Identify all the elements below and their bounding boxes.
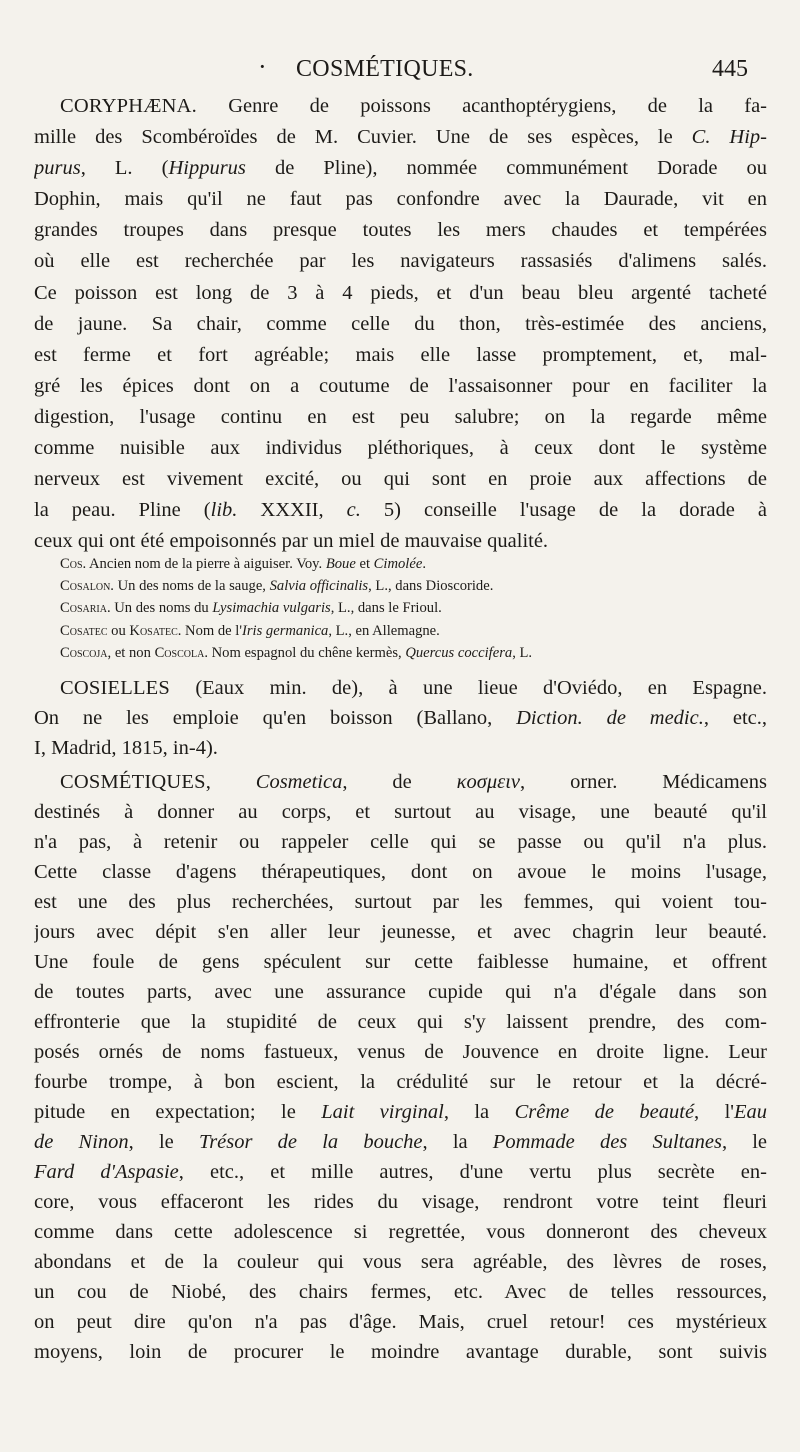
entry-headword: Cosalon.	[60, 578, 114, 595]
text-line: jours avec dépit s'en aller leur jeunesse, et avec chagrin leur beauté.	[34, 921, 767, 943]
text-line: comme nuisible aux individus pléthoriques, à ceux dont le système	[34, 437, 767, 460]
text-line: comme dans cette adolescence si regrettée, vous donneront des cheveux	[34, 1221, 767, 1243]
text-line: I, Madrid, 1815, in-4).	[34, 737, 218, 759]
entry-headword: COSIELLES	[60, 677, 170, 699]
text-line: COSIELLES (Eaux min. de), à une lieue d'Oviédo, en Espagne.	[60, 677, 767, 699]
text-line: mille des Scombéroïdes de M. Cuvier. Une de ses espèces, le C. Hip-	[34, 126, 767, 149]
entry-headword: Cos.	[60, 556, 87, 572]
text-line: Une foule de gens spéculent sur cette faiblesse humaine, et offrent	[34, 951, 767, 973]
text-line: effronterie que la stupidité de ceux qui s'y laissent prendre, des com-	[34, 1011, 767, 1033]
text-line: On ne les emploie qu'en boisson (Ballano, Diction. de medic., etc.,	[34, 707, 767, 729]
text-line: on peut dire qu'on n'a pas d'âge. Mais, cruel retour! ces mystérieux	[34, 1311, 767, 1333]
running-title: COSMÉTIQUES.	[296, 56, 474, 82]
text-line: ceux qui ont été empoisonnés par un miel de mauvaise qualité.	[34, 530, 549, 553]
text-line: est ferme et fort agréable; mais elle lasse promptement, et, mal-	[34, 343, 767, 366]
entry-cosielles	[34, 673, 767, 763]
text-line: où elle est recherchée par les navigateurs rassasiés d'alimens salés.	[34, 250, 767, 273]
text-line: Dophin, mais qu'il ne faut pas confondre avec la Daurade, vit en	[34, 188, 767, 211]
text-line: COSMÉTIQUES, Cosmetica, de κοσμειν, orner. Médicamens	[60, 771, 767, 793]
text-line: core, vous effaceront les rides du visage, rendront votre teint fleuri	[34, 1191, 767, 1213]
header-dot: ·	[258, 52, 267, 81]
entry-headword: Coscoja	[60, 644, 108, 661]
entry-cosalon: Cosalon. Un des noms de la sauge, Salvia officinalis, L., dans Dioscoride.	[60, 578, 494, 595]
text-line: Fard d'Aspasie, etc., et mille autres, d'une vertu plus secrète en-	[34, 1161, 767, 1183]
text-line: de jaune. Sa chair, comme celle du thon, très-estimée des anciens,	[34, 312, 767, 335]
text-line: de Ninon, le Trésor de la bouche, la Pommade des Sultanes, le	[34, 1131, 767, 1153]
text-line: n'a pas, à retenir ou rappeler celle qui se passe ou qu'il n'a plus.	[34, 831, 767, 853]
text-line: purus, L. (Hippurus de Pline), nommée communément Dorade ou	[34, 157, 767, 180]
entry-cosmetiques	[34, 767, 767, 1367]
greek-word: κοσμειν	[456, 771, 521, 793]
entry-cos: Cos. Ancien nom de la pierre à aiguiser. Voy. Boue et Cimolée.	[60, 556, 426, 572]
entry-cosatec: Cosatec ou Kosatec. Nom de l'Iris germanica, L., en Allemagne.	[60, 622, 440, 639]
text-line: pitude en expectation; le Lait virginal, la Crême de beauté, l'Eau	[34, 1101, 767, 1123]
text-line: est une des plus recherchées, surtout par les femmes, qui voient tou-	[34, 891, 767, 913]
running-header	[0, 52, 800, 86]
entry-coryphaena	[34, 91, 767, 557]
text-line: la peau. Pline (lib. XXXII, c. 5) conseille l'usage de la dorade à	[34, 499, 767, 522]
text-line: fourbe trompe, à bon escient, la crédulité sur le retour et la décré-	[34, 1071, 767, 1093]
text-line: posés ornés de noms fastueux, venus de Jouvence en droite ligne. Leur	[34, 1041, 767, 1063]
text-line: grandes troupes dans presque toutes les mers chaudes et tempérées	[34, 219, 767, 242]
entry-headword: COSMÉTIQUES	[60, 771, 206, 793]
text-line: nerveux est vivement excité, ou qui sont en proie aux affections de	[34, 468, 767, 491]
text-line: destinés à donner au corps, et surtout au visage, une beauté qu'il	[34, 801, 767, 823]
text-line: Ce poisson est long de 3 à 4 pieds, et d'un beau bleu argenté tacheté	[34, 281, 767, 304]
entry-coscoja: Coscoja, et non Coscola. Nom espagnol du chêne kermès, Quercus coccifera, L.	[60, 644, 533, 661]
text-line: CORYPHÆNA. Genre de poissons acanthoptérygiens, de la fa-	[60, 95, 767, 117]
entry-headword: Cosaria.	[60, 600, 111, 617]
page-number: 445	[712, 56, 748, 82]
entry-headword: Cosatec	[60, 622, 108, 639]
entry-cosaria: Cosaria. Un des noms du Lysimachia vulgaris, L., dans le Frioul.	[60, 600, 442, 617]
text-line: de toutes parts, avec une assurance cupide qui n'a d'égale dans son	[34, 981, 767, 1003]
text-line: gré les épices dont on a coutume de l'assaisonner pour en faciliter la	[34, 374, 767, 397]
text-line: moyens, loin de procurer le moindre avantage durable, sont suivis	[34, 1341, 767, 1363]
text-line: Cette classe d'agens thérapeutiques, dont on avoue le moins l'usage,	[34, 861, 767, 883]
text-line: un cou de Niobé, des chairs fermes, etc. Avec de telles ressources,	[34, 1281, 767, 1303]
text-line: digestion, l'usage continu en est peu salubre; on la regarde même	[34, 405, 767, 428]
entry-headword: CORYPHÆNA.	[60, 95, 197, 117]
text-line: abondans et de la couleur qui vous sera agréable, des lèvres de roses,	[34, 1251, 767, 1273]
small-entries	[34, 553, 767, 664]
